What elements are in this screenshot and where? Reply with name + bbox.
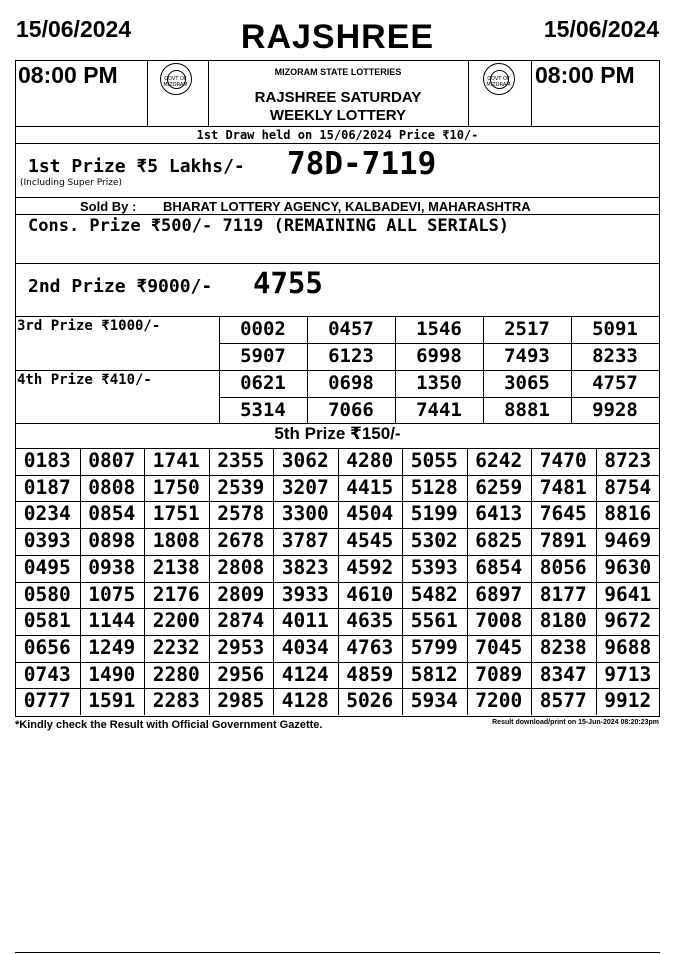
fifth-prize-number: 0393 xyxy=(23,529,71,553)
fifth-prize-number: 0183 xyxy=(23,449,71,472)
fifth-prize-number: 2539 xyxy=(217,475,265,499)
fifth-prize-number: 5482 xyxy=(410,582,458,606)
prize-number: 0002 xyxy=(240,318,286,340)
fifth-prize-number: 0938 xyxy=(88,555,136,579)
prize-number: 0621 xyxy=(240,372,286,394)
fifth-prize-number: 5026 xyxy=(346,689,394,713)
prize-number: 7441 xyxy=(416,399,462,421)
first-prize-note: (Including Super Prize) xyxy=(20,178,122,188)
fifth-prize-number: 5561 xyxy=(410,609,458,633)
fifth-prize-number: 8577 xyxy=(539,689,587,713)
fifth-prize-number: 1490 xyxy=(88,662,136,686)
fifth-prize-number: 5934 xyxy=(410,689,458,713)
prize-number: 2517 xyxy=(504,318,550,340)
fifth-prize-number: 0777 xyxy=(23,689,71,713)
fifth-prize-number: 5199 xyxy=(410,502,458,526)
fifth-prize-number: 7008 xyxy=(475,609,523,633)
fifth-prize-number: 0234 xyxy=(23,502,71,526)
fifth-prize-number: 9713 xyxy=(604,662,652,686)
fifth-prize-number: 4635 xyxy=(346,609,394,633)
prize-number: 1350 xyxy=(416,372,462,394)
fifth-prize-number: 4763 xyxy=(346,635,394,659)
fifth-prize-number: 2874 xyxy=(217,609,265,633)
fifth-prize-number: 0580 xyxy=(23,582,71,606)
government-seal-right: GOVT OF MIZORAM xyxy=(483,63,515,95)
fifth-prize-number: 7200 xyxy=(475,689,523,713)
fifth-prize-number: 0854 xyxy=(88,502,136,526)
fifth-prize-number: 8754 xyxy=(604,475,652,499)
fifth-prize-number: 4280 xyxy=(346,449,394,472)
fifth-prize-number: 5055 xyxy=(410,449,458,472)
fifth-prize-number: 2578 xyxy=(217,502,265,526)
prize-number: 0698 xyxy=(328,372,374,394)
fifth-prize-number: 6259 xyxy=(475,475,523,499)
fifth-prize-number: 9630 xyxy=(604,555,652,579)
fifth-prize-number: 3823 xyxy=(281,555,329,579)
fifth-prize-number: 4415 xyxy=(346,475,394,499)
fifth-prize-number: 6825 xyxy=(475,529,523,553)
prize-number: 5314 xyxy=(240,399,286,421)
lottery-title: RAJSHREE xyxy=(240,18,435,56)
second-prize-label: 2nd Prize ₹9000/- xyxy=(28,276,213,297)
fifth-prize-number: 3933 xyxy=(281,582,329,606)
fifth-prize-number: 2355 xyxy=(217,449,265,472)
download-timestamp: Result download/print on 15-Jun-2024 08:20:23pm xyxy=(492,719,659,726)
fifth-prize-number: 7645 xyxy=(539,502,587,526)
fifth-prize-number: 0743 xyxy=(23,662,71,686)
fifth-prize-number: 8056 xyxy=(539,555,587,579)
prize-number: 5091 xyxy=(592,318,638,340)
fifth-prize-number: 6413 xyxy=(475,502,523,526)
government-seal-left: GOVT OF MIZORAM xyxy=(160,63,192,95)
fifth-prize-number: 6897 xyxy=(475,582,523,606)
fifth-prize-number: 6242 xyxy=(475,449,523,472)
fifth-prize-number: 1750 xyxy=(152,475,200,499)
fifth-prize-number: 5393 xyxy=(410,555,458,579)
fifth-prize-number: 2283 xyxy=(152,689,200,713)
draw-date-right: 15/06/2024 xyxy=(543,16,659,42)
prize-number: 6123 xyxy=(328,345,374,367)
fifth-prize-number: 2956 xyxy=(217,662,265,686)
third-prize-label: 3rd Prize ₹1000/- xyxy=(17,318,161,334)
prize-number: 0457 xyxy=(328,318,374,340)
fifth-prize-number: 7089 xyxy=(475,662,523,686)
fifth-prize-number: 1249 xyxy=(88,635,136,659)
fifth-prize-number: 0656 xyxy=(23,635,71,659)
organization-name: MIZORAM STATE LOTTERIES xyxy=(274,67,402,77)
fifth-prize-number: 8180 xyxy=(539,609,587,633)
prize-number: 4757 xyxy=(592,372,638,394)
fourth-prize-label: 4th Prize ₹410/- xyxy=(17,372,152,388)
fifth-prize-number: 1075 xyxy=(88,582,136,606)
fifth-prize-number: 2232 xyxy=(152,635,200,659)
fifth-prize-number: 9912 xyxy=(604,689,652,713)
fifth-prize-number: 0808 xyxy=(88,475,136,499)
fifth-prize-number: 3787 xyxy=(281,529,329,553)
fifth-prize-number: 1144 xyxy=(88,609,136,633)
sold-by-agency: BHARAT LOTTERY AGENCY, KALBADEVI, MAHARASHTRA xyxy=(163,199,531,214)
second-prize-number: 4755 xyxy=(253,266,323,300)
fifth-prize-number: 0495 xyxy=(23,555,71,579)
prize-number: 8233 xyxy=(592,345,638,367)
fifth-prize-number: 4859 xyxy=(346,662,394,686)
fifth-prize-number: 9641 xyxy=(604,582,652,606)
fifth-prize-number: 9688 xyxy=(604,635,652,659)
fifth-prize-number: 2138 xyxy=(152,555,200,579)
fifth-prize-number: 4011 xyxy=(281,609,329,633)
fifth-prize-number: 7481 xyxy=(539,475,587,499)
fifth-prize-number: 4128 xyxy=(281,689,329,713)
fifth-prize-number: 8347 xyxy=(539,662,587,686)
fifth-prize-number: 1591 xyxy=(88,689,136,713)
fifth-prize-number: 3062 xyxy=(281,449,329,472)
fifth-prize-number: 4545 xyxy=(346,529,394,553)
fifth-prize-number: 8177 xyxy=(539,582,587,606)
fifth-prize-number: 0807 xyxy=(88,449,136,472)
fifth-prize-number: 5812 xyxy=(410,662,458,686)
prize-number: 6998 xyxy=(416,345,462,367)
fifth-prize-number: 2953 xyxy=(217,635,265,659)
draw-date-left: 15/06/2024 xyxy=(16,16,132,42)
prize-number: 8881 xyxy=(504,399,550,421)
prize-number: 3065 xyxy=(504,372,550,394)
fifth-prize-number: 2678 xyxy=(217,529,265,553)
fifth-prize-number: 3300 xyxy=(281,502,329,526)
fifth-prize-number: 8238 xyxy=(539,635,587,659)
fifth-prize-number: 2280 xyxy=(152,662,200,686)
fifth-prize-number: 3207 xyxy=(281,475,329,499)
fifth-prize-number: 2985 xyxy=(217,689,265,713)
sold-by-label: Sold By : xyxy=(80,199,137,214)
fifth-prize-number: 0898 xyxy=(88,529,136,553)
fifth-prize-number: 4592 xyxy=(346,555,394,579)
prize-number: 5907 xyxy=(240,345,286,367)
fifth-prize-number: 0581 xyxy=(23,609,71,633)
fifth-prize-number: 5302 xyxy=(410,529,458,553)
fifth-prize-number: 8723 xyxy=(604,449,652,472)
draw-info: 1st Draw held on 15/06/2024 Price ₹10/- xyxy=(196,128,479,142)
prize-number: 7493 xyxy=(504,345,550,367)
fifth-prize-number: 7891 xyxy=(539,529,587,553)
prize-number: 7066 xyxy=(328,399,374,421)
fifth-prize-number: 1741 xyxy=(152,449,200,472)
lottery-name-line2: WEEKLY LOTTERY xyxy=(269,107,407,124)
fifth-prize-number: 9672 xyxy=(604,609,652,633)
fifth-prize-number: 4034 xyxy=(281,635,329,659)
fifth-prize-number: 4504 xyxy=(346,502,394,526)
fifth-prize-number: 2200 xyxy=(152,609,200,633)
fifth-prize-number: 7045 xyxy=(475,635,523,659)
draw-time-right: 08:00 PM xyxy=(535,62,635,88)
prize-number: 9928 xyxy=(592,399,638,421)
fifth-prize-number: 1751 xyxy=(152,502,200,526)
fifth-prize-number: 1808 xyxy=(152,529,200,553)
fifth-prize-number: 0187 xyxy=(23,475,71,499)
first-prize-label: 1st Prize ₹5 Lakhs/- xyxy=(28,156,245,177)
lottery-name-line1: RAJSHREE SATURDAY xyxy=(254,89,422,106)
fifth-prize-number: 8816 xyxy=(604,502,652,526)
fifth-prize-number: 4124 xyxy=(281,662,329,686)
fifth-prize-number: 4610 xyxy=(346,582,394,606)
first-prize-number: 78D-7119 xyxy=(287,146,437,182)
draw-time-left: 08:00 PM xyxy=(18,62,118,88)
fifth-prize-number: 6854 xyxy=(475,555,523,579)
fifth-prize-number: 5799 xyxy=(410,635,458,659)
consolation-prize: Cons. Prize ₹500/- 7119 (REMAINING ALL SERIALS) xyxy=(28,216,510,236)
fifth-prize-label: 5th Prize ₹150/- xyxy=(274,424,401,443)
fifth-prize-number: 7470 xyxy=(539,449,587,472)
gazette-note: *Kindly check the Result with Official Government Gazette. xyxy=(15,719,323,731)
fifth-prize-number: 5128 xyxy=(410,475,458,499)
fifth-prize-number: 2176 xyxy=(152,582,200,606)
fifth-prize-number: 2808 xyxy=(217,555,265,579)
prize-number: 1546 xyxy=(416,318,462,340)
fifth-prize-number: 9469 xyxy=(604,529,652,553)
fifth-prize-number: 2809 xyxy=(217,582,265,606)
